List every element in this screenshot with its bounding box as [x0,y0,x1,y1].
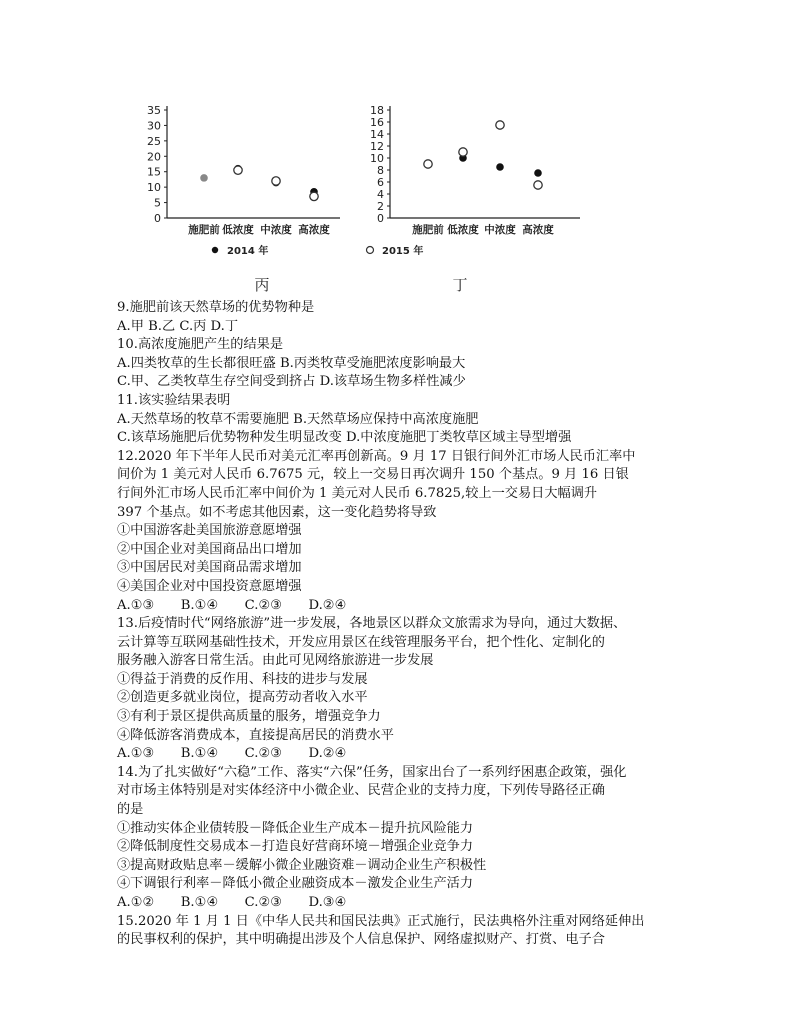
text-line: 13.后疫情时代“网络旅游”进一步发展，各地景区以群众文旅需求为导向，通过大数据、 [117,616,627,632]
text-line: ②中国企业对美国商品出口增加 [117,541,302,557]
text-line: 行间外汇市场人民币汇率中间价为 1 美元对人民币 6.7825,较上一交易日大幅调升 [117,485,598,501]
text-line: ②降低制度性交易成本－打造良好营商环境－增强企业竞争力 [117,839,474,855]
x-tick-label: 施肥前 [412,224,444,236]
y-tick-label: 5 [154,196,161,210]
text-line: C.甲、乙类牧草生存空间受到挤占 D.该草场生物多样性减少 [117,374,466,390]
chart-subtitle: 丁 [452,276,468,294]
text-line: 11.该实验结果表明 [117,392,231,408]
text-line: ③中国居民对美国商品需求增加 [117,560,302,576]
text-line: ③有利于景区提供高质量的服务，增强竞争力 [117,709,381,725]
text-line: 服务融入游客日常生活。由此可见网络旅游进一步发展 [117,653,434,669]
y-tick-label: 4 [377,188,384,201]
question-text [117,299,677,950]
data-point-filled [496,163,504,171]
chart-subtitle: 丙 [254,276,270,294]
text-line: 9.施肥前该天然草场的优势物种是 [117,300,315,315]
y-tick-label: 15 [147,165,161,179]
y-tick-label: 10 [370,152,384,165]
text-line: A.①③ B.①④ C.②③ D.②④ [117,597,347,613]
text-line: 15.2020 年 1 月 1 日《中华人民共和国民法典》正式施行，民法典格外注重对网络延伸出 [117,913,645,929]
data-point-open [534,181,542,189]
x-tick-label: 低浓度 [222,224,254,236]
y-tick-label: 18 [370,104,384,117]
x-tick-label: 低浓度 [447,224,479,236]
y-tick-label: 2 [377,200,384,213]
text-line: A.①② B.①④ C.②③ D.③④ [117,895,347,910]
x-tick-label: 高浓度 [522,224,554,236]
data-point-open [234,166,242,174]
text-line: 10.高浓度施肥产生的结果是 [117,337,284,353]
y-tick-label: 6 [377,176,384,189]
x-tick-label: 中浓度 [484,224,516,236]
legend-label: 2014 年 [227,246,269,257]
text-line: ①得益于消费的反作用、科技的进步与发展 [117,671,368,687]
y-tick-label: 12 [370,140,384,153]
scatter-charts [140,98,600,303]
data-point-open [496,121,504,129]
data-point-open [459,148,467,156]
text-line: 的民事权利的保护，其中明确提出涉及个人信息保护、网络虚拟财产、打赏、电子合 [117,932,605,948]
x-tick-label: 施肥前 [188,224,220,236]
text-line: ④美国企业对中国投资意愿增强 [117,578,302,594]
text-line: A.天然草场的牧草不需要施肥 B.天然草场应保持中高浓度施肥 [117,411,479,427]
text-line: ②创造更多就业岗位，提高劳动者收入水平 [117,690,368,706]
text-line: ①推动实体企业债转股－降低企业生产成本－提升抗风险能力 [117,820,474,836]
y-tick-label: 14 [370,128,384,141]
data-point-filled [200,174,208,182]
figure-charts [140,98,600,303]
y-tick-label: 25 [147,134,161,148]
text-line: A.四类牧草的生长都很旺盛 B.丙类牧草受施肥浓度影响最大 [117,355,466,371]
data-point-filled [534,169,542,177]
text-line: 397 个基点。如不考虑其他因素，这一变化趋势将导致 [117,504,437,520]
y-tick-label: 0 [154,212,161,225]
y-tick-label: 16 [370,116,384,129]
text-line: 对市场主体特别是对实体经济中小微企业、民营企业的支持力度，下列传导路径正确 [117,783,605,799]
text-line: 云计算等互联网基础性技术，开发应用景区在线管理服务平台，把个性化、定制化的 [117,634,605,650]
data-point-open [424,160,432,168]
y-tick-label: 8 [377,164,384,177]
y-tick-label: 10 [147,181,161,195]
text-line: ④下调银行利率－降低小微企业融资成本－激发企业生产活力 [117,876,474,892]
data-point-open [272,177,280,185]
text-line: 的是 [117,802,144,818]
legend-marker [212,247,218,253]
text-line: 12.2020 年下半年人民币对美元汇率再创新高。9 月 17 日银行间外汇市场人民币汇率中 [117,448,636,464]
text-line: A.①③ B.①④ C.②③ D.②④ [117,746,347,762]
y-tick-label: 20 [147,150,161,164]
text-line: 间价为 1 美元对人民币 6.7675 元，较上一交易日再次调升 150 个基点。9 月 16 日银 [117,467,629,483]
text-line: ①中国游客赴美国旅游意愿增强 [117,523,302,539]
text-line: ④降低游客消费成本，直接提高居民的消费水平 [117,727,394,743]
legend-marker [367,247,374,254]
x-tick-label: 高浓度 [298,224,330,236]
text-line: ③提高财政贴息率－缓解小微企业融资难－调动企业生产积极性 [117,857,487,873]
y-tick-label: 0 [377,212,384,225]
y-tick-label: 35 [147,104,161,117]
text-line: A.甲 B.乙 C.丙 D.丁 [117,318,239,334]
y-tick-label: 30 [147,119,161,133]
legend-label: 2015 年 [382,246,424,257]
text-line: C.该草场施肥后优势物种发生明显改变 D.中浓度施肥丁类牧草区域主导型增强 [117,430,572,446]
x-tick-label: 中浓度 [260,224,292,236]
text-line: 14.为了扎实做好“六稳”工作、落实“六保”任务，国家出台了一系列纾困惠企政策，强化 [117,764,627,780]
data-point-open [310,192,318,200]
